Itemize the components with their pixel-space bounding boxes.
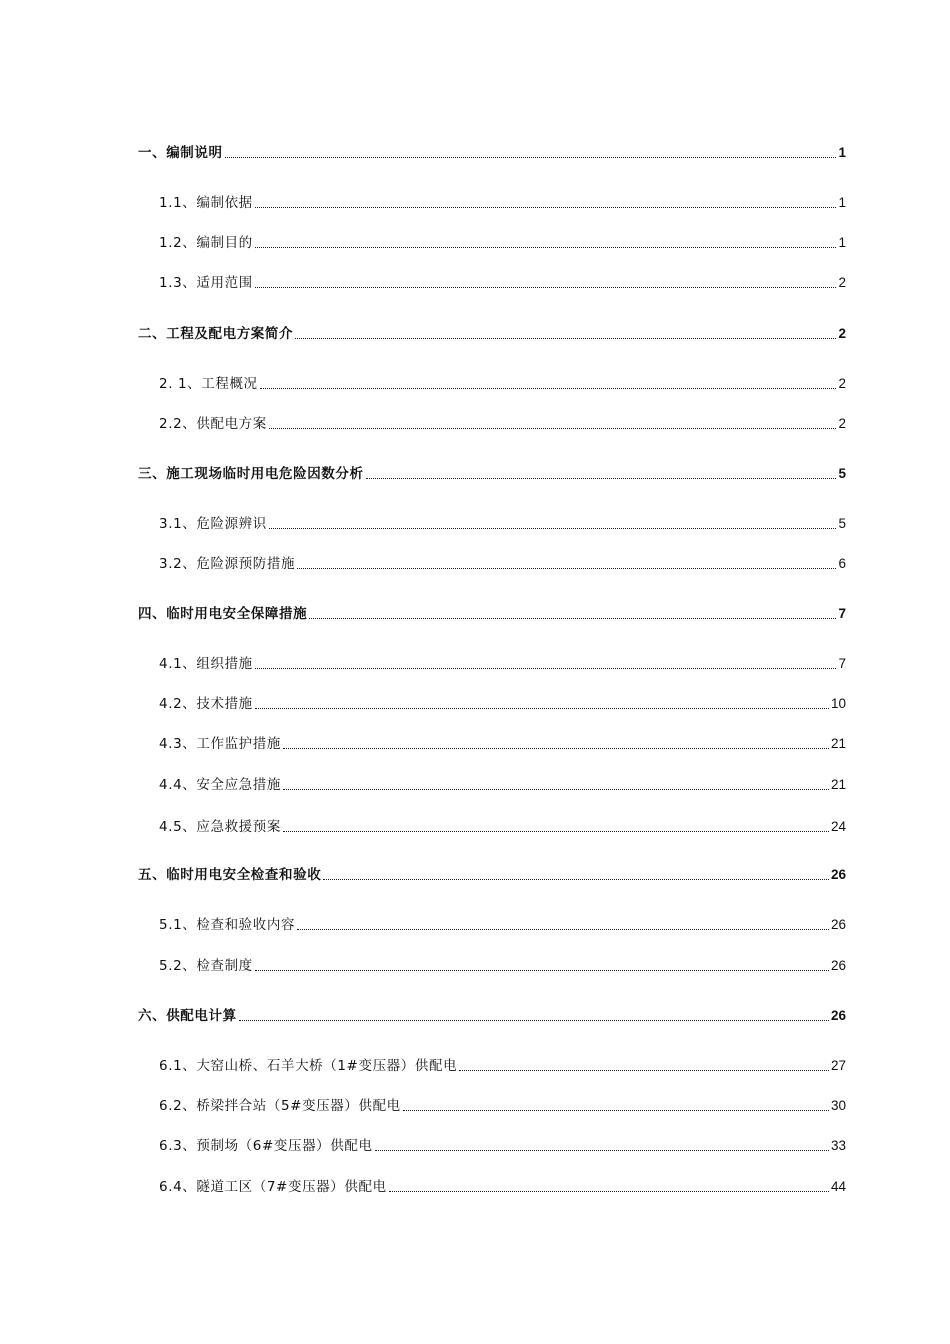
toc-page-number: 7	[838, 606, 846, 621]
toc-dot-leader	[283, 831, 829, 832]
toc-entry-title: 4.2、技术措施	[159, 696, 253, 712]
toc-page-number: 10	[830, 696, 846, 711]
toc-page-number: 33	[830, 1138, 846, 1153]
toc-page-number: 26	[830, 1008, 846, 1023]
toc-section-entry[interactable]	[159, 953, 846, 975]
toc-dot-leader	[297, 929, 829, 930]
toc-section-entry[interactable]	[159, 772, 846, 794]
toc-dot-leader	[297, 568, 836, 569]
toc-section-entry[interactable]	[159, 270, 846, 292]
toc-chapter-entry[interactable]	[138, 862, 846, 884]
toc-page-number: 26	[830, 867, 846, 882]
toc-dot-leader	[255, 247, 837, 248]
toc-page-number: 2	[838, 416, 846, 431]
toc-dot-leader	[283, 789, 829, 790]
toc-page-number: 6	[838, 556, 846, 571]
toc-dot-leader	[295, 338, 836, 339]
toc-page-number: 2	[838, 326, 846, 341]
toc-chapter-entry[interactable]	[138, 140, 846, 162]
toc-dot-leader	[403, 1110, 829, 1111]
toc-dot-leader	[255, 287, 837, 288]
toc-dot-leader	[255, 970, 829, 971]
toc-section-entry[interactable]	[159, 912, 846, 934]
toc-dot-leader	[459, 1070, 829, 1071]
toc-dot-leader	[375, 1150, 829, 1151]
toc-chapter-entry[interactable]	[138, 461, 846, 483]
toc-chapter-entry[interactable]	[138, 601, 846, 623]
toc-page-number: 27	[830, 1058, 846, 1073]
toc-entry-title: 五、临时用电安全检查和验收	[138, 867, 322, 883]
toc-section-entry[interactable]	[159, 190, 846, 212]
toc-dot-leader	[239, 1020, 829, 1021]
toc-section-entry[interactable]	[159, 551, 846, 573]
toc-page-number: 1	[838, 145, 846, 160]
toc-entry-title: 4.3、工作监护措施	[159, 736, 281, 752]
toc-section-entry[interactable]	[159, 1133, 846, 1155]
toc-section-entry[interactable]	[159, 1174, 846, 1196]
toc-entry-title: 3.2、危险源预防措施	[159, 556, 296, 572]
toc-entry-title: 1.2、编制目的	[159, 235, 253, 251]
toc-entry-title: 2.2、供配电方案	[159, 416, 267, 432]
toc-chapter-entry[interactable]	[138, 321, 846, 343]
toc-entry-title: 四、临时用电安全保障措施	[138, 606, 308, 622]
toc-section-entry[interactable]	[159, 371, 846, 393]
toc-page-number: 21	[830, 777, 846, 792]
toc-page-number: 1	[838, 195, 846, 210]
toc-page-number: 24	[830, 819, 846, 834]
toc-page-number: 21	[830, 736, 846, 751]
toc-dot-leader	[269, 428, 837, 429]
toc-section-entry[interactable]	[159, 1093, 846, 1115]
toc-entry-title: 5.2、检查制度	[159, 958, 253, 974]
toc-page-number: 26	[830, 958, 846, 973]
toc-entry-title: 六、供配电计算	[138, 1008, 237, 1024]
toc-entry-title: 2. 1、工程概况	[159, 376, 258, 392]
toc-entry-title: 4.5、应急救援预案	[159, 819, 281, 835]
toc-entry-title: 3.1、危险源辨识	[159, 516, 267, 532]
toc-chapter-entry[interactable]	[138, 1003, 846, 1025]
toc-page-number: 1	[838, 235, 846, 250]
toc-dot-leader	[225, 157, 837, 158]
toc-dot-leader	[366, 478, 837, 479]
toc-page-number: 44	[830, 1179, 846, 1194]
toc-dot-leader	[260, 388, 837, 389]
toc-section-entry[interactable]	[159, 651, 846, 673]
toc-entry-title: 6.2、桥梁拌合站（5#变压器）供配电	[159, 1098, 401, 1114]
toc-entry-title: 5.1、检查和验收内容	[159, 917, 296, 933]
toc-dot-leader	[269, 528, 837, 529]
toc-page-number: 2	[838, 376, 846, 391]
toc-section-entry[interactable]	[159, 731, 846, 753]
toc-section-entry[interactable]	[159, 814, 846, 836]
toc-entry-title: 1.1、编制依据	[159, 195, 253, 211]
toc-page-number: 5	[838, 466, 846, 481]
toc-dot-leader	[323, 879, 829, 880]
toc-section-entry[interactable]	[159, 411, 846, 433]
toc-page-number: 5	[838, 516, 846, 531]
toc-section-entry[interactable]	[159, 511, 846, 533]
toc-section-entry[interactable]	[159, 1053, 846, 1075]
toc-dot-leader	[255, 207, 837, 208]
toc-page-number: 30	[830, 1098, 846, 1113]
toc-entry-title: 一、编制说明	[138, 145, 223, 161]
toc-page-number: 2	[838, 275, 846, 290]
toc-entry-title: 6.3、预制场（6#变压器）供配电	[159, 1138, 373, 1154]
toc-section-entry[interactable]	[159, 230, 846, 252]
toc-section-entry[interactable]	[159, 691, 846, 713]
toc-entry-title: 4.1、组织措施	[159, 656, 253, 672]
toc-entry-title: 6.1、大窑山桥、石羊大桥（1#变压器）供配电	[159, 1058, 458, 1074]
toc-entry-title: 二、工程及配电方案简介	[138, 326, 294, 342]
toc-entry-title: 6.4、隧道工区（7#变压器）供配电	[159, 1179, 387, 1195]
toc-page-number: 26	[830, 917, 846, 932]
toc-page-number: 7	[838, 656, 846, 671]
toc-entry-title: 4.4、安全应急措施	[159, 777, 281, 793]
toc-dot-leader	[389, 1191, 829, 1192]
toc-dot-leader	[255, 668, 837, 669]
toc-entry-title: 三、施工现场临时用电危险因数分析	[138, 466, 364, 482]
toc-dot-leader	[309, 618, 836, 619]
toc-entry-title: 1.3、适用范围	[159, 275, 253, 291]
toc-dot-leader	[255, 708, 829, 709]
toc-dot-leader	[283, 748, 829, 749]
